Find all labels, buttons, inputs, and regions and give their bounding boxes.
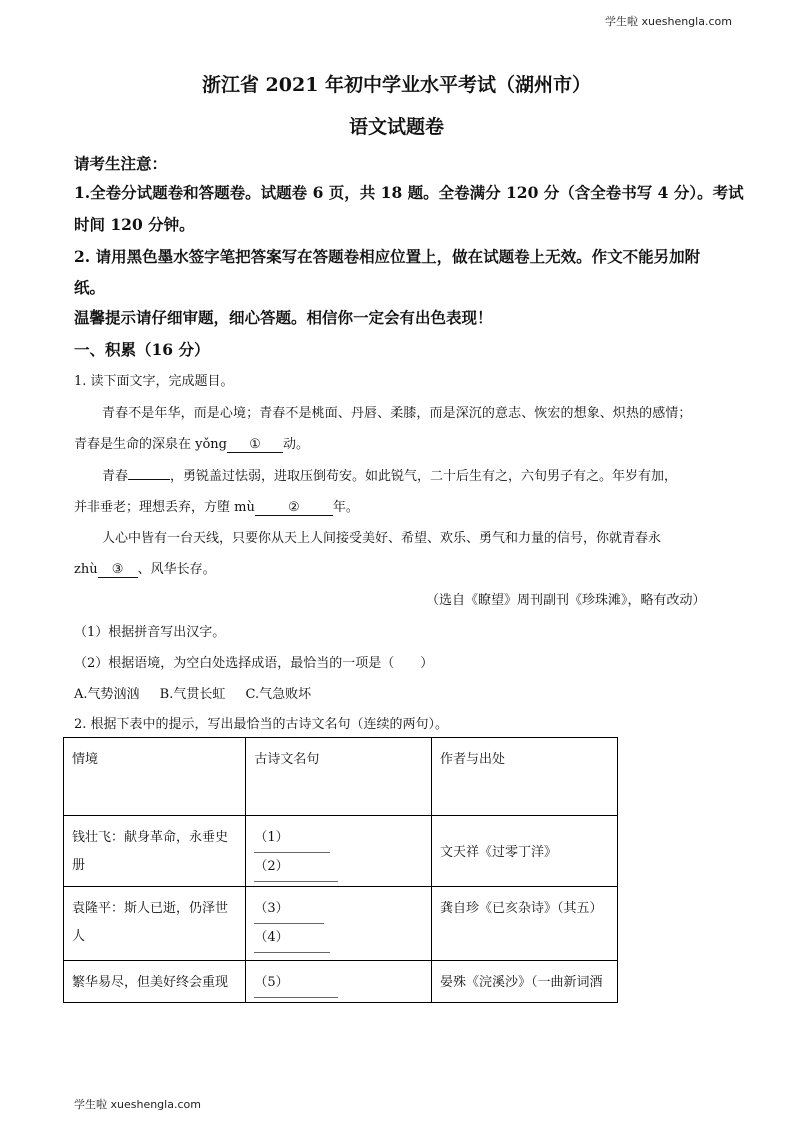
row1-verse <box>246 816 432 887</box>
table-row <box>64 961 618 1003</box>
q1-p1-line2 <box>74 433 309 453</box>
page-subtitle: 语文试题卷 <box>348 116 444 138</box>
answer-label-4: （4） <box>254 930 289 945</box>
row2-context <box>64 887 246 961</box>
q1-p2-text-d: 年。 <box>332 500 359 515</box>
q1-p1-text-a: 青春是生命的深泉在 yǒng <box>74 437 227 452</box>
row2-verse <box>246 887 432 961</box>
table-row <box>64 887 618 961</box>
answer-blank-4 <box>254 924 330 953</box>
notice-item1-line2: 时间 120 分钟。 <box>74 215 195 234</box>
q2-stem: 2. 根据下表中的提示，写出最恰当的古诗文名句（连续的两句）。 <box>74 717 449 732</box>
q1-p2-line2 <box>74 496 359 516</box>
option-b: B.气贯长虹 <box>159 687 226 702</box>
q1-p1-text-b: 动。 <box>283 437 310 452</box>
row3-verse <box>246 961 432 1003</box>
row1-source: 文天祥《过零丁洋》 <box>432 816 618 887</box>
answer-blank-3 <box>254 895 324 924</box>
q1-p2-text-c: 并非垂老；理想丢弃，方堕 mù <box>74 500 255 515</box>
notice-tip: 温馨提示请仔细审题，细心答题。相信你一定会有出色表现！ <box>74 308 493 327</box>
q1-stem: 1. 读下面文字，完成题目。 <box>74 374 234 389</box>
q1-p2-line1 <box>102 465 677 484</box>
q1-p3-text-a: zhù <box>74 562 98 577</box>
q1-p3-text-b: 、风华长存。 <box>137 562 216 577</box>
answer-label-5: （5） <box>254 975 289 990</box>
q1-sub1: （1）根据拼音写出汉字。 <box>74 625 226 640</box>
q1-p2-text-b: ，勇锐盖过怯弱，进取压倒苟安。如此锐气，二十后生有之，六旬男子有之。年岁有加， <box>170 469 678 484</box>
answer-label-1: （1） <box>254 830 289 845</box>
notice-item1-line1: 1.全卷分试题卷和答题卷。试题卷 6 页，共 18 题。全卷满分 120 分（含全卷书写 4 分）。考试 <box>74 183 744 202</box>
notice-heading: 请考生注意： <box>74 154 168 173</box>
row3-source: 晏殊《浣溪沙》（一曲新词酒 <box>432 961 618 1003</box>
answer-label-2: （2） <box>254 859 289 874</box>
table-header-row <box>64 738 618 816</box>
q1-p3-line1: 人心中皆有一台天线，只要你从天上人间接受美好、希望、欢乐、勇气和力量的信号，你就青春永 <box>102 531 662 546</box>
row1-context-l2: 册 <box>72 858 86 873</box>
notice-item2-line1: 2. 请用黑色墨水签字笔把答案写在答题卷相应位置上，做在试题卷上无效。作文不能另加附 <box>74 247 701 266</box>
q1-source: （选自《瞭望》周刊副刊《珍珠滩》，略有改动） <box>426 593 706 608</box>
blank-2: ② <box>255 500 333 516</box>
option-a: A.气势汹汹 <box>74 687 140 702</box>
row2-context-l2: 人 <box>72 929 86 944</box>
blank-3: ③ <box>98 562 138 578</box>
header-verse: 古诗文名句 <box>246 738 432 816</box>
idiom-blank <box>128 479 170 480</box>
row2-context-l1: 袁隆平：斯人已逝，仍泽世 <box>72 901 229 916</box>
header-context: 情境 <box>64 738 246 816</box>
q1-p1-line1: 青春不是年华，而是心境；青春不是桃面、丹唇、柔膝，而是深沉的意志、恢宏的想象、炽热的感情； <box>102 406 692 421</box>
page-title: 浙江省 2021 年初中学业水平考试（湖州市） <box>201 74 592 96</box>
answer-blank-2 <box>254 853 338 882</box>
answer-blank-1 <box>254 824 330 853</box>
header-source: 作者与出处 <box>432 738 618 816</box>
row1-context <box>64 816 246 887</box>
section1-heading: 一、积累（16 分） <box>74 340 210 359</box>
notice-item2-line2: 纸。 <box>74 278 106 297</box>
q1-p2-text-a: 青春 <box>102 469 129 484</box>
q1-options <box>74 683 311 702</box>
row1-context-l1: 钱壮飞：献身革命，永垂史 <box>72 830 229 845</box>
row3-context: 繁华易尽，但美好终会重现 <box>64 961 246 1003</box>
poetry-table <box>63 737 618 1003</box>
row2-source: 龚自珍《已亥杂诗》（其五） <box>432 887 618 961</box>
answer-blank-5 <box>254 969 338 998</box>
option-c: C.气急败坏 <box>245 687 312 702</box>
blank-1: ① <box>227 437 283 453</box>
q1-p3-line2 <box>74 558 216 578</box>
answer-label-3: （3） <box>254 901 289 916</box>
table-row <box>64 816 618 887</box>
header-site: 学生啦 xueshengla.com <box>605 15 732 28</box>
footer-site: 学生啦 xueshengla.com <box>74 1098 201 1111</box>
q1-sub2: （2）根据语境，为空白处选择成语，最恰当的一项是（ ） <box>74 656 434 671</box>
